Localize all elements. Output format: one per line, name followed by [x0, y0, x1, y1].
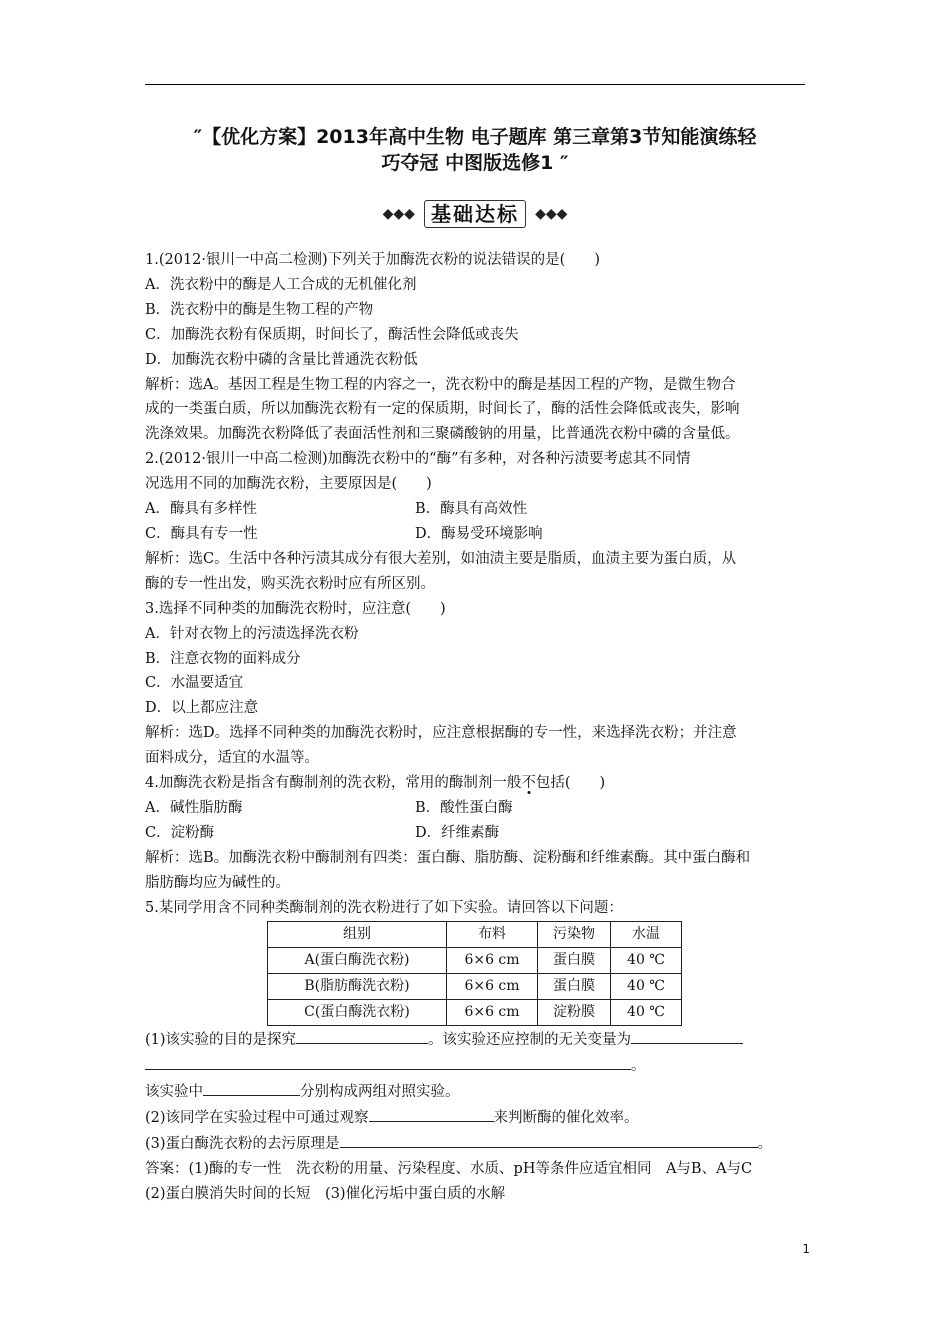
- q1-analysis-line: 洗涤效果。加酶洗衣粉降低了表面活性剂和三聚磷酸钠的用量，比普通洗衣粉中磷的含量低。: [145, 426, 740, 443]
- q4-option-a: A．碱性脂肪酶: [145, 799, 243, 816]
- table-cell: 40 ℃: [611, 948, 682, 974]
- q4-option-c: C．淀粉酶: [145, 824, 215, 841]
- q3-option-a: A．针对衣物上的污渍选择洗衣粉: [145, 625, 359, 642]
- q3-analysis-line: 面料成分，适宜的水温等。: [145, 750, 319, 767]
- q2-option-c: C．酶具有专一性: [145, 525, 258, 542]
- q2-analysis-line: 酶的专一性出发，购买洗衣粉时应有所区别。: [145, 575, 435, 592]
- q2-options-row-2: [145, 522, 810, 547]
- table-cell: 6×6 cm: [447, 974, 538, 1000]
- table-cell: C(蛋白酶洗衣粉): [268, 1000, 447, 1026]
- q3-option-c: C．水温要适宜: [145, 675, 244, 692]
- q5-part1-line2: [145, 1053, 810, 1079]
- title-line-2: 巧夺冠 中图版选修1 ″: [381, 152, 569, 174]
- q5-answer-line: 答案：(1)酶的专一性 洗衣粉的用量、污染程度、水质、pH等条件应适宜相同 A与B、A与C: [145, 1160, 753, 1177]
- q1-option-b: B．洗衣粉中的酶是生物工程的产物: [145, 301, 374, 318]
- table-header-cell: 水温: [611, 922, 682, 948]
- table-cell: 40 ℃: [611, 1000, 682, 1026]
- experiment-table: [267, 921, 682, 1026]
- q1-option-c: C．加酶洗衣粉有保质期，时间长了，酶活性会降低或丧失: [145, 326, 519, 343]
- q4-stem-emphasis: 不: [521, 775, 536, 792]
- q2-stem-cont: 况选用不同的加酶洗衣粉，主要原因是( ): [145, 476, 432, 493]
- table-cell: 淀粉膜: [538, 1000, 611, 1026]
- q5-answer-line: (2)蛋白膜消失时间的长短 (3)催化污垢中蛋白质的水解: [145, 1185, 506, 1202]
- table-cell: 6×6 cm: [447, 948, 538, 974]
- q1-analysis-line: 成的一类蛋白质，所以加酶洗衣粉有一定的保质期，时间长了，酶的活性会降低或丧失，影响: [145, 401, 740, 418]
- table-cell: 40 ℃: [611, 974, 682, 1000]
- q5-part1-text: 该实验中: [145, 1083, 203, 1100]
- q3-analysis-line: 解析：选D。选择不同种类的加酶洗衣粉时，应注意根据酶的专一性，来选择洗衣粉；并注意: [145, 725, 737, 742]
- table-row: [268, 974, 682, 1000]
- q5-part1-text: (1)该实验的目的是探究: [145, 1032, 297, 1049]
- q4-analysis-line: 脂肪酶均应为碱性的。: [145, 874, 290, 891]
- q3-option-b: B．注意衣物的面料成分: [145, 650, 301, 667]
- answer-blank[interactable]: [340, 1131, 758, 1148]
- question-content: [145, 248, 810, 1206]
- q2-option-d: D．酶易受环境影响: [415, 525, 543, 542]
- q5-part3-text: 。: [757, 1135, 773, 1152]
- q1-analysis-line: 解析：选A。基因工程是生物工程的内容之一，洗衣粉中的酶是基因工程的产物，是微生物合: [145, 376, 736, 393]
- q1-stem: 1.(2012·银川一中高二检测)下列关于加酶洗衣粉的说法错误的是( ): [145, 252, 600, 268]
- table-row: [268, 1000, 682, 1026]
- table-cell: B(脂肪酶洗衣粉): [268, 974, 447, 1000]
- q5-part2-text: 来判断酶的催化效率。: [493, 1109, 639, 1126]
- q4-stem-pre: 4.加酶洗衣粉是指含有酶制剂的洗衣粉，常用的酶制剂一般: [145, 775, 522, 792]
- q2-option-a: A．酶具有多样性: [145, 501, 257, 518]
- q1-option-a: A．洗衣粉中的酶是人工合成的无机催化剂: [145, 276, 417, 293]
- q4-option-d: D．纤维素酶: [415, 824, 500, 841]
- answer-blank[interactable]: [296, 1027, 428, 1044]
- table-cell: 蛋白膜: [538, 948, 611, 974]
- table-cell: 6×6 cm: [447, 1000, 538, 1026]
- q2-options-row-1: [145, 497, 810, 522]
- q3-option-d: D．以上都应注意: [145, 700, 259, 717]
- q5-part2: [145, 1105, 810, 1131]
- q5-stem: 5.某同学用含不同种类酶制剂的洗衣粉进行了如下实验。请回答以下问题：: [145, 899, 623, 916]
- q4-option-b: B．酸性蛋白酶: [415, 799, 513, 816]
- answer-blank[interactable]: [369, 1105, 494, 1122]
- q5-part2-text: (2)该同学在实验过程中可通过观察: [145, 1109, 369, 1126]
- q1-option-d: D．加酶洗衣粉中磷的含量比普通洗衣粉低: [145, 351, 418, 368]
- q5-part1-line1: [145, 1027, 810, 1053]
- table-row: [268, 948, 682, 974]
- q5-part3-text: (3)蛋白酶洗衣粉的去污原理是: [145, 1135, 340, 1152]
- document-title: [130, 124, 820, 176]
- answer-blank[interactable]: [631, 1027, 743, 1044]
- q4-analysis-line: 解析：选B。加酶洗衣粉中酶制剂有四类：蛋白酶、脂肪酶、淀粉酶和纤维素酶。其中蛋白酶和: [145, 849, 751, 866]
- q4-options-row-2: [145, 821, 810, 846]
- q2-stem: 2.(2012·银川一中高二检测)加酶洗衣粉中的“酶”有多种，对各种污渍要考虑其不同情: [145, 451, 691, 468]
- q4-options-row-1: [145, 796, 810, 821]
- q5-part3: [145, 1131, 810, 1157]
- diamond-left-icon: ◆◆◆: [382, 206, 415, 222]
- q3-stem: 3.选择不同种类的加酶洗衣粉时，应注意( ): [145, 600, 446, 617]
- title-line-1: ″【优化方案】2013年高中生物 电子题库 第三章第3节知能演练轻: [193, 126, 757, 148]
- q2-option-b: B．酶具有高效性: [415, 501, 528, 518]
- table-header-cell: 污染物: [538, 922, 611, 948]
- table-cell: 蛋白膜: [538, 974, 611, 1000]
- q5-part1-text: 。该实验还应控制的无关变量为: [428, 1032, 632, 1049]
- q2-analysis-line: 解析：选C。生活中各种污渍其成分有很大差别，如油渍主要是脂质，血渍主要为蛋白质，从: [145, 550, 737, 567]
- answer-blank[interactable]: [145, 1053, 631, 1070]
- q5-part1-line3: [145, 1079, 810, 1105]
- q5-part1-text: 分别构成两组对照实验。: [300, 1083, 460, 1100]
- answer-blank[interactable]: [203, 1079, 300, 1096]
- top-rule: [145, 84, 805, 85]
- q5-part1-text: 。: [631, 1058, 646, 1074]
- q4-stem: [145, 771, 810, 796]
- diamond-right-icon: ◆◆◆: [535, 206, 568, 222]
- section-banner: [0, 200, 950, 228]
- table-header-cell: 组别: [268, 922, 447, 948]
- table-cell: A(蛋白酶洗衣粉): [268, 948, 447, 974]
- section-label: 基础达标: [424, 200, 526, 228]
- q4-stem-post: 包括( ): [535, 775, 606, 792]
- table-header-cell: 布料: [447, 922, 538, 948]
- table-header-row: [268, 922, 682, 948]
- page-number: 1: [802, 1242, 810, 1256]
